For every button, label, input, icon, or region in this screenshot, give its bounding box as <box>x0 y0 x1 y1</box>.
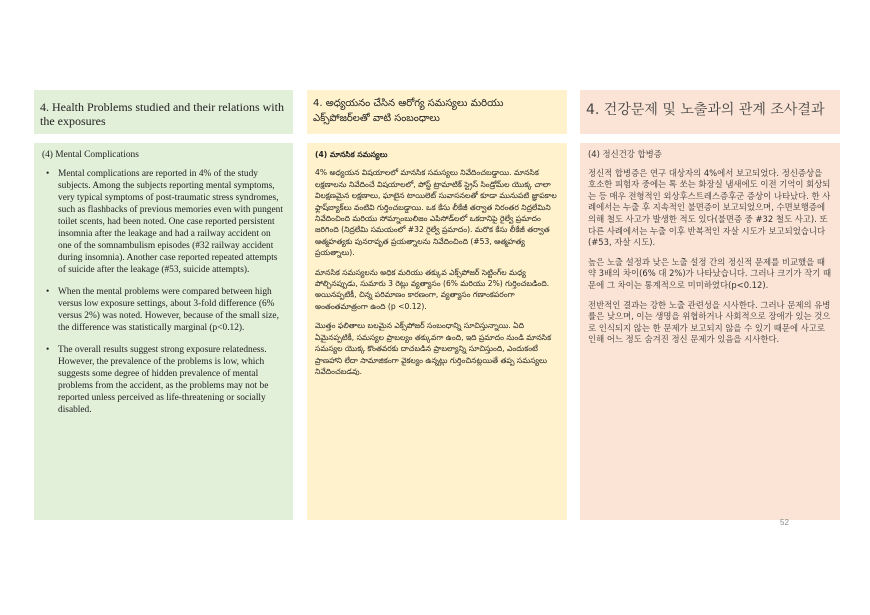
english-section-title: (4) Mental Complications <box>42 150 139 160</box>
telugu-paragraph: మొత్తం ఫలితాలు బలమైన ఎక్స్‌పోజర్ సంబంధాన్ని సూచిస్తున్నాయి. ఏది ఏమైనప్పటికీ, సమస్యల ప్రాబల్యం తక్కువగా ఉంది, ఇది ప్రమాదం నుండి మానసిక సమస్యల యొక్క కొంతవరకు దాచబడిన ప్రాబల్యాన్ని సూచిస్తుంది, ఎందుకంటే ప్రాణహాని లేదా సామాజికంగా వైకల్యం ఉన్నట్లు గుర్తించినట్లయితే తప్ప సమస్యలు నివేదించబడవు. <box>315 321 552 376</box>
korean-header <box>580 90 840 134</box>
telugu-section-title: (4) మానసిక సమస్యలు <box>315 150 388 159</box>
english-body <box>34 143 293 520</box>
korean-body <box>580 143 840 520</box>
english-bullet: • The overall results suggest strong exposure relatedness. However, the prevalence of the problems is low, which suggests some degree of hidden prevalence of mental problems from the accident, as the problems may not be reported unless perceived as life-threatening or socially disabled. <box>58 344 285 416</box>
english-bullet: • Mental complications are reported in 4% of the study subjects. Among the subjects reporting mental symptoms, very typical symptoms of post-traumatic stress syndromes, such as flashbacks of previous memories even with pungent toilet scents, had been noted. One case reported persistent insomnia after the leakage and had a railway accident on one of the somnambulism episodes (#32 railway accident during insomnia). Another case reported repeated attempts of suicide after the leakage (#53, suicide attempts). <box>58 168 285 276</box>
korean-paragraph: 전반적인 결과는 강한 노출 관련성을 시사한다. 그러나 문제의 유병률은 낮으며, 이는 생명을 위협하거나 사회적으로 장애가 있는 것으로 인식되지 않는 한 문제가 보고되지 않을 수 있기 때문에 사고로 인해 어느 정도 숨겨진 정신 문제가 있음을 시사한다. <box>588 299 831 345</box>
page-number: 52 <box>780 518 789 527</box>
telugu-paragraph: 4% అధ్యయన విషయాలలో మానసిక సమస్యలు నివేదించబడ్డాయి. మానసిక లక్షణాలను నివేదించే విషయాలలో, పోస్ట్ ట్రామాటిక్ స్ట్రెస్ సిండ్రోమ్‌ల యొక్క చాలా విలక్షణమైన లక్షణాలు, ఘాటైన టాయిలెట్ సువాసనలతో కూడా మునుపటి జ్ఞాపకాల ఫ్లాష్‌బ్యాక్‌లు వంటివి గుర్తించబడ్డాయి. ఒక కేసు లీకేజీ తర్వాత నిరంతర నిద్రలేమిని నివేదించింది మరియు సోమ్నాంబులిజం ఎపిసోడ్‌లలో ఒకదానిపై రైల్వే ప్రమాదం జరిగింది (నిద్రలేమి సమయంలో #32 రైల్వే ప్రమాదం). మరొక కేసు లీకేజీ తర్వాత ఆత్మహత్యకు పునరావృత ప్రయత్నాలను నివేదించింది (#53, ఆత్మహత్య ప్రయత్నాలు). <box>315 168 557 258</box>
korean-section-title: (4) 정신건강 합병증 <box>588 149 662 159</box>
korean-paragraph: 높은 노출 설정과 낮은 노출 설정 간의 정신적 문제를 비교했을 때 약 3배의 차이(6% 대 2%)가 나타났습니다. 그러나 크기가 작기 때문에 그 차이는 통계적으로 미미하였다(p<0.12). <box>588 256 832 290</box>
telugu-header <box>307 90 567 134</box>
english-bullet: • When the mental problems were compared between high versus low exposure settings, about 3-fold difference (6% versus 2%) was noted. However, because of the small size, the difference was statistically marginal (p<0.12). <box>58 286 285 334</box>
telugu-header-text: 4. అధ్యయనం చేసిన ఆరోగ్య సమస్యలు మరియు ఎక్స్‌పోజర్‌లతో వాటి సంబంధాలు <box>313 98 504 124</box>
korean-header-text: 4. 건강문제 및 노출과의 관계 조사결과 <box>586 102 825 118</box>
english-bullet-list <box>42 168 285 416</box>
korean-paragraph: 정신적 합병증은 연구 대상자의 4%에서 보고되었다. 정신증상을 호소한 피험자 중에는 톡 쏘는 화장실 냄새에도 이전 기억이 회상되는 등 매우 전형적인 외상후스트레스증후군 증상이 나타났다. 한 사례에서는 누출 후 지속적인 불면증이 보고되었으며, 수면보행증에 의해 철도 사고가 발생한 적도 있다(불면증 중 #32 철도 사고). 또 다른 사례에서는 누출 이후 반복적인 자살 시도가 보고되었습니다(#53, 자살 시도). <box>588 167 831 248</box>
telugu-paragraph: మానసిక సమస్యలను అధిక మరియు తక్కువ ఎక్స్‌పోజర్ సెట్టింగ్‌ల మధ్య పోల్చినప్పుడు, సుమారు 3 రెట్లు వ్యత్యాసం (6% మరియు 2%) గుర్తించబడింది. అయినప్పటికీ, చిన్న పరిమాణం కారణంగా, వ్యత్యాసం గణాంకపరంగా అంతంతమాత్రంగా ఉంది (p <0.12). <box>315 267 550 311</box>
english-header <box>34 90 293 134</box>
english-header-text: 4. Health Problems studied and their relations with the exposures <box>40 100 284 128</box>
telugu-body <box>307 143 567 520</box>
